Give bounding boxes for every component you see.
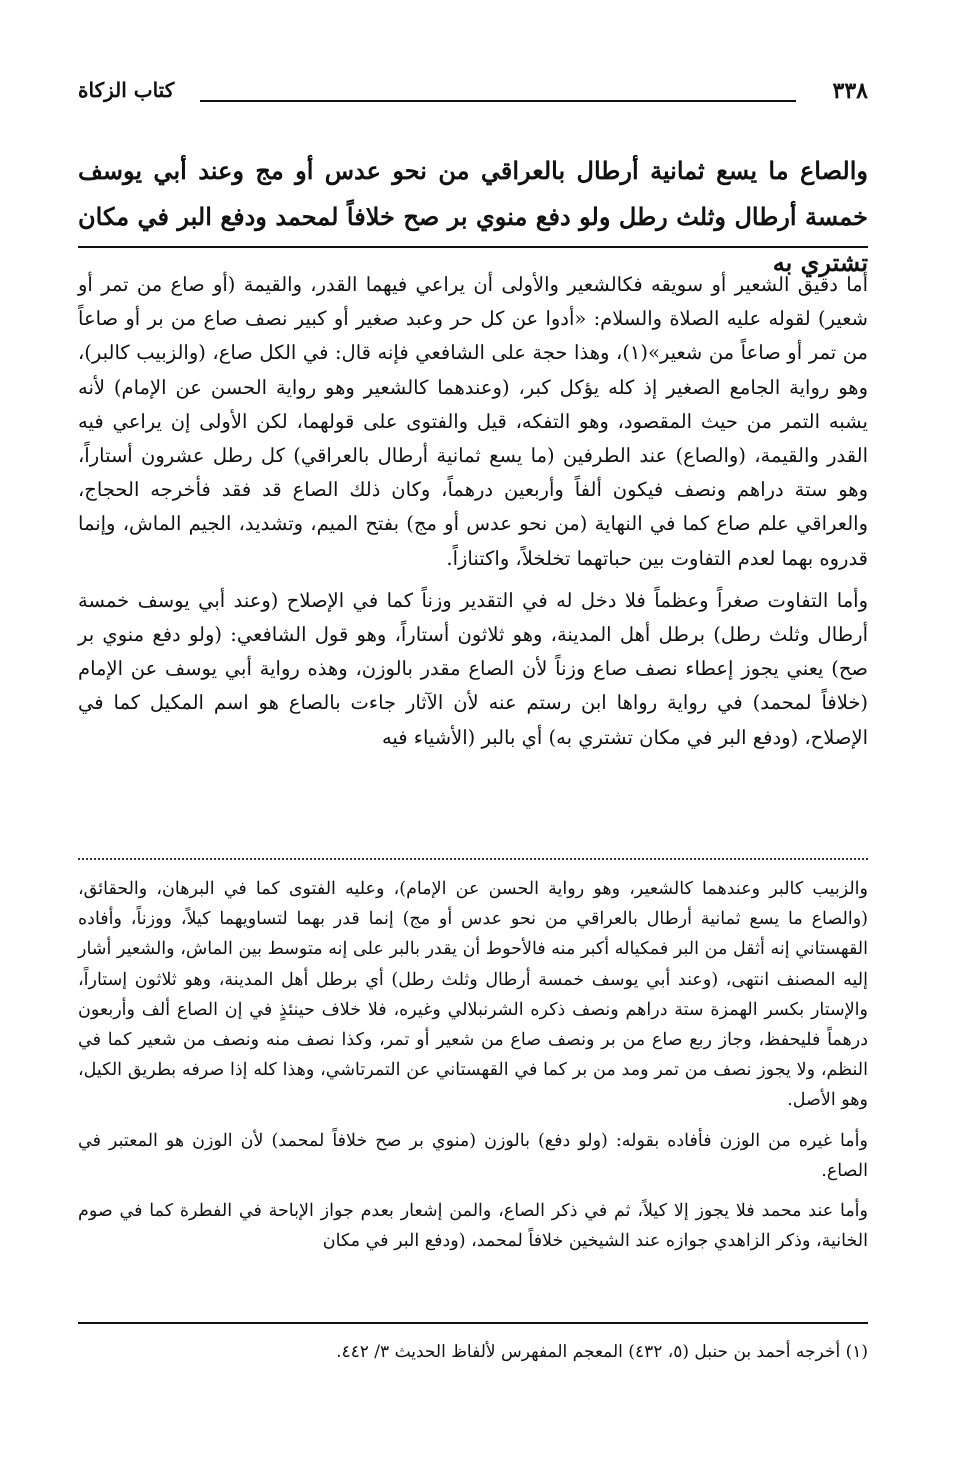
dotted-divider bbox=[78, 858, 868, 860]
footnote-divider bbox=[78, 1322, 868, 1324]
hashiya-paragraph: وأما عند محمد فلا يجوز إلا كيلاً، ثم في ذكر الصاع، والمن إشعار بعدم جواز الإباحة في الفطرة كما في صوم الخانية، وذكر الزاهدي جوازه عند الشيخين خلافاً لمحمد، (ودفع البر في مكان bbox=[78, 1201, 868, 1252]
matn-text: والصاع ما يسع ثمانية أرطال بالعراقي من نحو عدس أو مج وعند أبي يوسف خمسة أرطال وثلث رطل ولو دفع منوي بر صح خلافاً لمحمد ودفع البر في مكان تشتري به bbox=[78, 156, 868, 277]
footnote: (١) أخرجه أحمد بن حنبل (٥، ٤٣٢) المعجم المفهرس لألفاظ الحديث ٣/ ٤٤٢. bbox=[336, 1342, 868, 1362]
header-rule bbox=[200, 100, 796, 102]
hashiya-paragraph: وأما غيره من الوزن فأفاده بقوله: (ولو دفع) بالوزن (منوي بر صح خلافاً لمحمد) لأن الوزن هو المعتبر في الصاع. bbox=[78, 1130, 868, 1181]
page-number: ٣٣٨ bbox=[832, 78, 868, 104]
sharh-paragraph: أما دقيق الشعير أو سويقه فكالشعير والأولى أن يراعي فيهما القدر، والقيمة (أو صاع من تمر أو شعير) لقوله عليه الصلاة والسلام: «أدوا عن كل حر وعبد صغير أو كبير نصف صاع من بر أو صاعاً من تمر أو صاعاً من شعير»(١)، وهذا حجة على الشافعي فإنه قال: في الكل صاع، (والزبيب كالبر)، وهو رواية الجامع الصغير إذ كله يؤكل كبر، (وعندهما كالشعير وهو رواية الحسن عن الإمام) لأنه يشبه التمر من حيث المقصود، وهو التفكه، قيل والفتوى على قولهما، لكن الأولى إن يراعي فيه القدر والقيمة، (والصاع) عند الطرفين (ما يسع ثمانية أرطال بالعراقي) كل رطل عشرون أستاراً، وهو ستة دراهم ونصف فيكون ألفاً وأربعين درهماً، وكان ذلك الصاع قد فقد فأخرجه الحجاج، والعراقي علم صاع كما في النهاية (من نحو عدس أو مج) بفتح الميم، وتشديد، الجيم الماش، وإنما قدروه بهما لعدم التفاوت بين حباتهما تخلخلاً، واكتنازاً. bbox=[78, 273, 868, 570]
hashiya-paragraph: والزبيب كالبر وعندهما كالشعير، وهو رواية الحسن عن الإمام)، وعليه الفتوى كما في البرهان، والحقائق، (والصاع ما يسع ثمانية أرطال بالعراقي من نحو عدس أو مج) إنما قدر بهما لتساويهما كيلاً، ووزناً، وأفاده القهستاني إنه أثقل من البر فمكياله أكبر منه فالأحوط أن يقدر بالبر على إنه متوسط بين الماش، والشعير أشار إليه المصنف انتهى، (وعند أبي يوسف خمسة أرطال وثلث رطل) أي برطل أهل المدينة، وهو ثلاثون إستاراً، والإستار بكسر الهمزة ستة دراهم ونصف ذكره الشرنبلالي وغيره، فلا خلاف حينئذٍ في إن الصاع ألف وأربعون درهماً فليحفظ، وجاز ربع صاع من بر ونصف صاع من شعير أو تمر، وكذا نصف منه ونصف من شعير كما في النظم، ولا يجوز نصف من تمر ومد من بر كما في القهستاني عن التمرتاشي، وهذا كله إذا صرفه بطريق الكيل، وهو الأصل. bbox=[78, 879, 868, 1111]
sharh-commentary bbox=[78, 268, 868, 763]
matn-divider bbox=[78, 246, 868, 248]
sharh-paragraph: وأما التفاوت صغراً وعظماً فلا دخل له في التقدير وزناً كما في الإصلاح (وعند أبي يوسف خمسة أرطال وثلث رطل) برطل أهل المدينة، وهو ثلاثون أستاراً، وهو قول الشافعي: (ولو دفع منوي بر صح) يعني يجوز إعطاء نصف صاع وزناً لأن الصاع مقدر بالوزن، وهذه رواية أبي يوسف عن الإمام (خلافاً لمحمد) في رواية رواها ابن رستم عنه لأن الآثار جاءت بالصاع هو اسم المكيل كما في الإصلاح، (ودفع البر في مكان تشتري به) أي بالبر (الأشياء فيه bbox=[78, 588, 868, 749]
book-title: كتاب الزكاة bbox=[78, 78, 175, 102]
page-header bbox=[78, 78, 868, 118]
hashiya-notes bbox=[78, 874, 868, 1266]
